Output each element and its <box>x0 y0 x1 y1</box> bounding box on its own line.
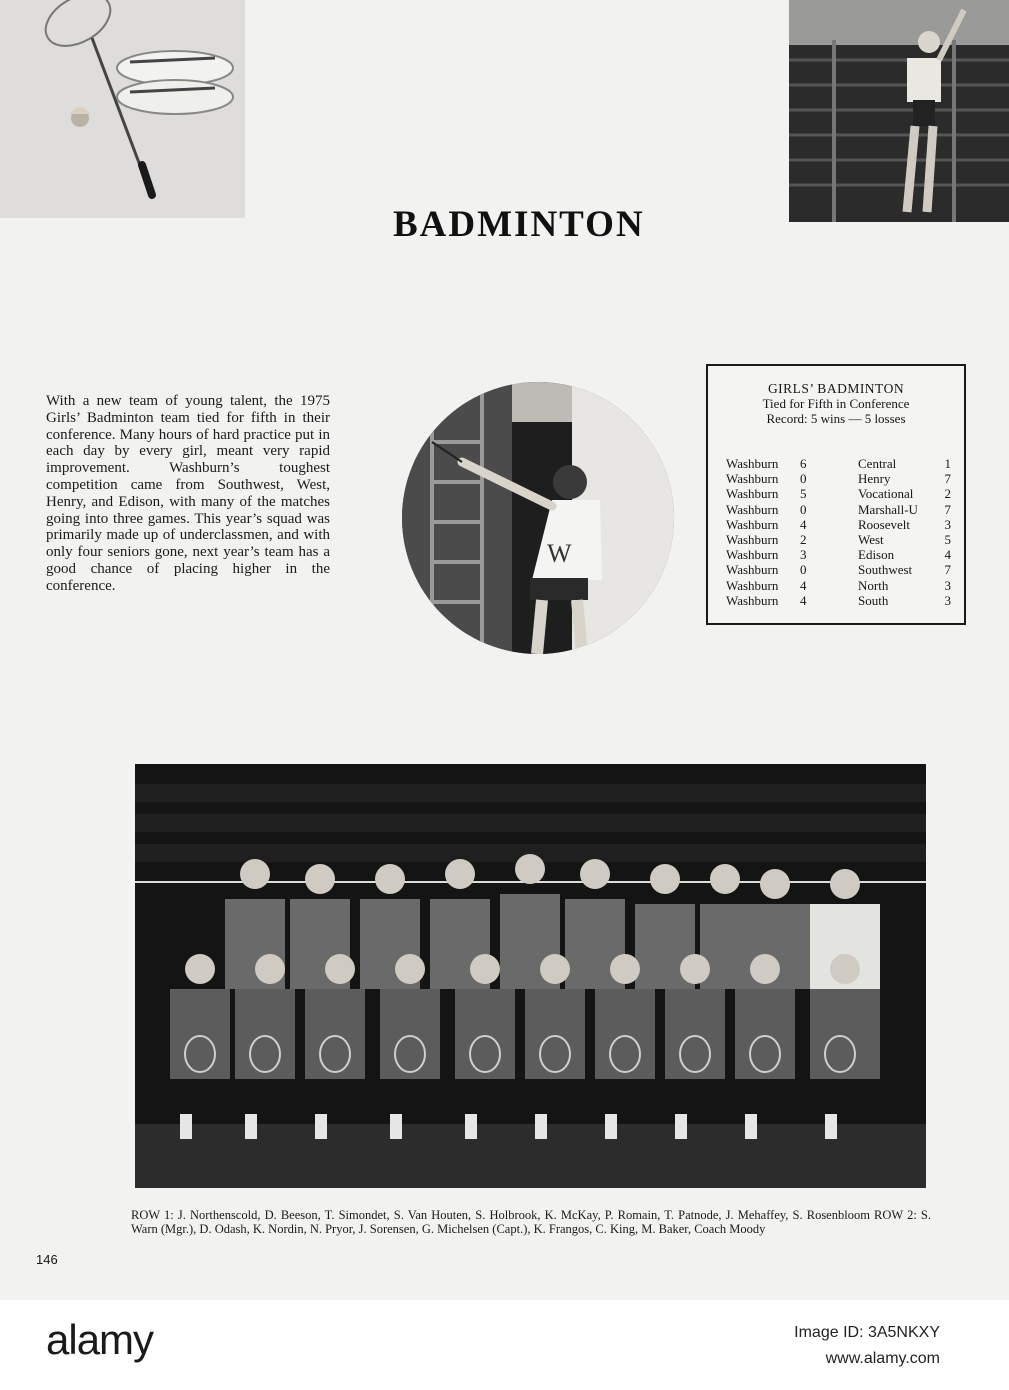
stock-url: www.alamy.com <box>825 1350 940 1367</box>
racket-shoes-photo <box>0 0 245 218</box>
game-row: Washburn 0 Henry 7 <box>726 471 951 487</box>
image-id-label: Image ID: 3A5NKXY <box>794 1324 940 1341</box>
game-row: Washburn 5 Vocational 2 <box>726 486 951 502</box>
record-subheading: Tied for Fifth in Conference <box>762 396 910 411</box>
game-row: Washburn 4 North 3 <box>726 577 951 593</box>
game-row: Washburn 3 Edison 4 <box>726 547 951 563</box>
game-row: Washburn 4 Roosevelt 3 <box>726 516 951 532</box>
game-row: Washburn 0 Southwest 7 <box>726 562 951 578</box>
team-group-photo <box>135 764 926 1188</box>
game-row: Washburn 4 South 3 <box>726 592 951 608</box>
game-row: Washburn 2 West 5 <box>726 531 951 547</box>
photo-caption: ROW 1: J. Northenscold, D. Beeson, T. Simondet, S. Van Houten, S. Holbrook, K. McKay, P. Romain, T. Patnode, J. Mehaffey, S. Rosenbloom ROW 2: S. Warn (Mgr.), D. Odash, K. Nordin, N. Pryor, J. Sorensen, G. Michelsen (Capt.), K. Frangos, C. King, M. Baker, Coach Moody <box>131 1207 931 1236</box>
page-number: 146 <box>36 1252 58 1267</box>
game-results-list <box>726 456 951 608</box>
season-record-box <box>706 364 966 625</box>
game-row: Washburn 0 Marshall-U 7 <box>726 501 951 517</box>
svg-text:W: W <box>547 539 572 568</box>
record-heading: GIRLS’ BADMINTON <box>767 381 905 396</box>
player-action-photo <box>402 382 674 654</box>
page-title: BADMINTON <box>393 203 645 245</box>
stock-logo: alamy <box>46 1316 154 1363</box>
record-summary: Record: 5 wins — 5 losses <box>766 411 906 426</box>
game-row: Washburn 6 Central 1 <box>726 456 951 471</box>
jump-smash-photo <box>789 0 1009 222</box>
article-text: With a new team of young talent, the 1975 Girls’ Badminton team tied for fifth in their conference. Many hours of hard practice put in each day by every girl, meant very rapid improvement. Washburn’s toughest competition came from Southwest, West, Henry, and Edison, with many of the matches going into three games. This year’s squad was primarily made up of underclassmen, and with only four seniors gone, next year’s team has a good chance of placing higher in the conference. <box>46 393 330 594</box>
